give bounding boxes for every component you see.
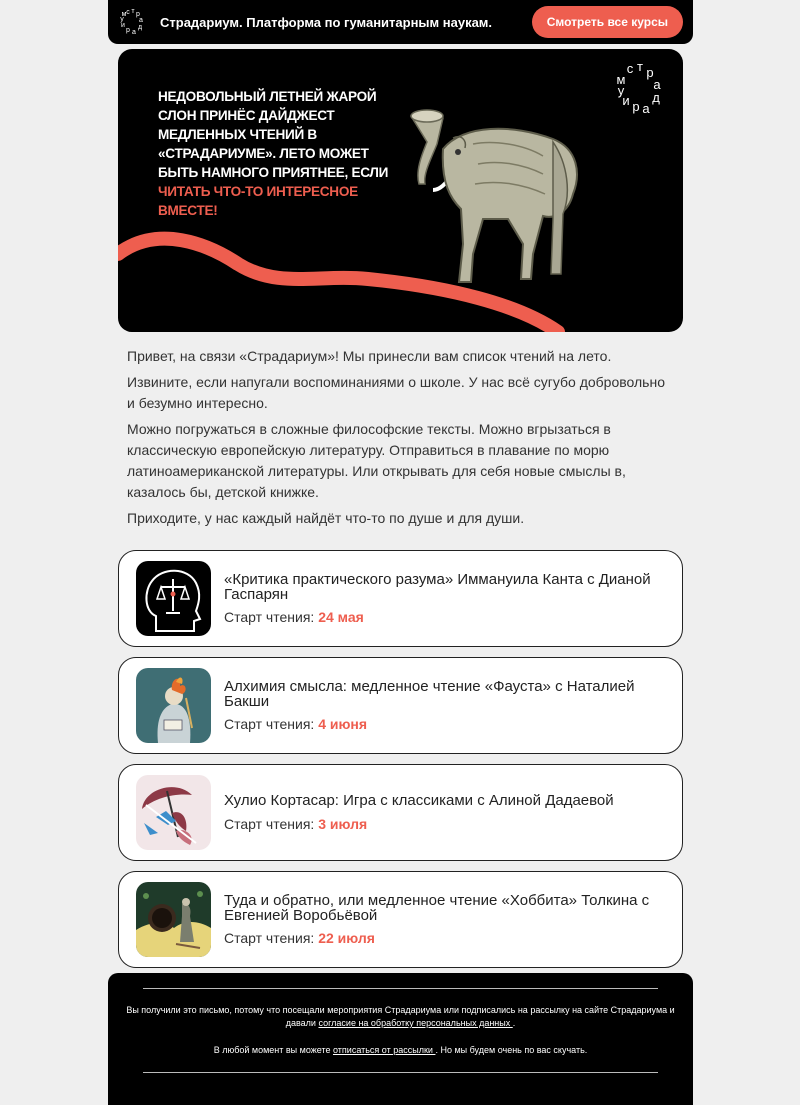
course-start-date: 22 июля [318, 930, 375, 946]
svg-text:р: р [136, 11, 140, 18]
course-start-date: 3 июля [318, 816, 368, 832]
course-start [224, 716, 367, 732]
intro-text [127, 346, 672, 534]
course-start-label: Старт чтения: [224, 716, 315, 732]
course-start [224, 609, 364, 625]
footer-unsubscribe-end: . Но мы будем очень по вас скучать. [435, 1045, 588, 1055]
svg-text:д: д [137, 24, 143, 31]
hero-headline-text: НЕДОВОЛЬНЫЙ ЛЕТНЕЙ ЖАРОЙ СЛОН ПРИНЁС ДАЙДЖЕСТ МЕДЛЕННЫХ ЧТЕНИЙ В «СТРАДАРИУМЕ». ЛЕТО МОЖЕТ БЫТЬ НАМНОГО ПРИЯТНЕЕ, ЕСЛИ [158, 89, 389, 180]
course-title[interactable]: Туда и обратно, или медленное чтение «Хоббита» Толкина с Евгенией Воробьёвой [224, 892, 650, 924]
svg-text:с: с [626, 61, 634, 76]
header-title: Страдариум. Платформа по гуманитарным наукам. [160, 14, 493, 30]
svg-text:а: а [642, 101, 650, 116]
faust-icon [136, 668, 211, 743]
svg-text:м: м [121, 11, 127, 18]
course-title[interactable]: Алхимия смысла: медленное чтение «Фауста» с Наталией Бакши [224, 678, 635, 710]
unsubscribe-link[interactable]: отписаться от рассылки [332, 1045, 436, 1055]
course-start-label: Старт чтения: [224, 609, 315, 625]
svg-text:т: т [131, 8, 135, 15]
stradarium-logo[interactable] [118, 7, 148, 37]
intro-paragraph: Можно погружаться в сложные философские тексты. Можно вгрызаться в классическую европейскую литературу. Отправиться в плавание по морю латиноамериканской литературы. Или открывать для себя новые смыслы в, казалось бы, детской книжке. [127, 421, 626, 500]
footer-divider [143, 988, 658, 989]
svg-text:р: р [126, 27, 130, 34]
course-start-date: 4 июня [318, 716, 368, 732]
intro-paragraph: Привет, на связи «Страдариум»! Мы принесли вам список чтений на лето. [127, 348, 612, 364]
svg-text:а: а [139, 17, 143, 24]
svg-text:м: м [616, 72, 626, 87]
all-courses-button[interactable]: Смотреть все курсы [532, 6, 683, 38]
umbrella-icon [136, 775, 211, 850]
svg-text:д: д [652, 90, 660, 105]
svg-text:а: а [132, 29, 136, 36]
course-card-faust[interactable] [118, 657, 683, 754]
course-card-kant[interactable] [118, 550, 683, 647]
footer-notice-text: Вы получили это письмо, потому что посещали мероприятия Страдариума или подписались на рассылку на сайте Страдариума и давали [126, 1005, 675, 1028]
course-start-date: 24 мая [318, 609, 364, 625]
hero-banner[interactable] [118, 49, 683, 332]
course-start [224, 816, 367, 832]
svg-text:т: т [637, 61, 643, 74]
svg-text:р: р [646, 65, 654, 80]
course-start [224, 930, 375, 946]
intro-paragraph: Приходите, у нас каждый найдёт что-то по душе и для души. [127, 510, 525, 526]
footer [108, 973, 693, 1105]
svg-text:и: и [622, 93, 630, 108]
elephant-illustration [403, 104, 583, 294]
course-title[interactable]: «Критика практического разума» Иммануила Канта с Дианой Гаспарян [224, 571, 651, 603]
svg-text:у: у [120, 16, 124, 23]
privacy-consent-link[interactable]: согласие на обработку персональных данных [318, 1018, 513, 1028]
hobbit-hole-icon [136, 882, 211, 957]
intro-paragraph: Извините, если напугали воспоминаниями о школе. У нас всё сугубо добровольно и безумно интересно. [127, 374, 665, 411]
footer-notice-end: . [512, 1018, 516, 1028]
hero-headline [158, 87, 403, 220]
footer-notice [123, 1004, 678, 1030]
footer-divider [143, 1072, 658, 1073]
hero-headline-accent: ЧИТАТЬ ЧТО-ТО ИНТЕРЕСНОЕ ВМЕСТЕ! [158, 184, 358, 218]
course-start-label: Старт чтения: [224, 930, 315, 946]
svg-text:у: у [617, 83, 625, 98]
svg-text:р: р [632, 99, 640, 114]
course-start-label: Старт чтения: [224, 816, 315, 832]
svg-text:и: и [121, 22, 125, 29]
course-title[interactable]: Хулио Кортасар: Игра с классиками с Алиной Дадаевой [224, 792, 614, 809]
stradarium-logo-large [612, 61, 668, 117]
svg-text:а: а [653, 77, 661, 92]
footer-unsubscribe [123, 1044, 678, 1057]
header-bar [108, 0, 693, 44]
course-card-cortazar[interactable] [118, 764, 683, 861]
footer-unsubscribe-text: В любой момент вы можете [213, 1045, 333, 1055]
course-card-hobbit[interactable] [118, 871, 683, 968]
scales-head-icon [136, 561, 211, 636]
svg-text:с: с [126, 9, 130, 16]
